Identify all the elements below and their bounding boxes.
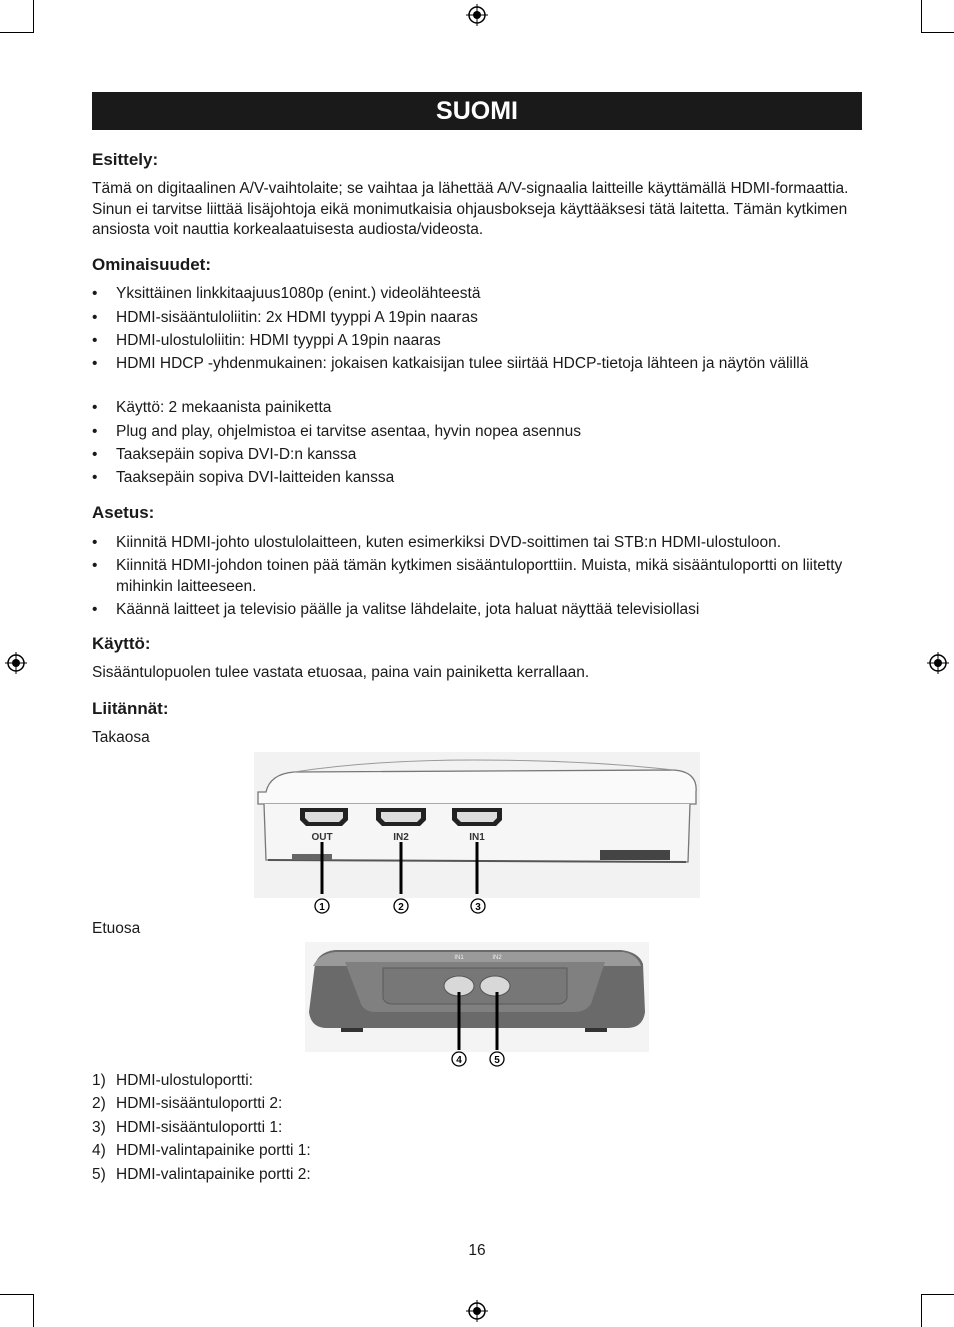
callout-5: 5 <box>494 1055 500 1066</box>
intro-heading: Esittely: <box>92 150 159 169</box>
crop-mark <box>921 1294 922 1327</box>
callout-2: 2 <box>398 902 404 913</box>
registration-mark-icon <box>466 4 488 26</box>
hdmi-port-in2 <box>376 808 426 826</box>
crop-mark <box>0 1294 33 1295</box>
front-port-label-in2: IN2 <box>492 955 502 961</box>
back-panel-illustration <box>254 752 700 918</box>
crop-mark <box>33 1294 34 1327</box>
hdmi-port-in1 <box>452 808 502 826</box>
registration-mark-icon <box>466 1300 488 1322</box>
callout-3: 3 <box>475 902 481 913</box>
hdmi-port-out <box>300 808 348 826</box>
registration-mark-icon <box>5 652 27 674</box>
back-label: Takaosa <box>92 729 150 746</box>
front-panel-illustration <box>305 942 649 1068</box>
usage-text: Sisääntulopuolen tulee vastata etuosaa, paina vain painiketta kerrallaan. <box>92 664 590 681</box>
intro-text: Tämä on digitaalinen A/V-vaihtolaite; se vaihtaa ja lähettää A/V-signaalia laitteille käyttämällä HDMI-formaattia. Sinun ei tarvitse liittää lisäjohtoja eikä monimutkaisia ohjausbokseja käyttääksesi tätä laitetta. Tämän kytkimen ansiosta voit nauttia korkealaatuisesta audiosta/videosta. <box>92 180 849 238</box>
usage-heading: Käyttö: <box>92 634 151 653</box>
language-banner: SUOMI <box>92 92 862 130</box>
connections-heading: Liitännät: <box>92 699 169 718</box>
crop-mark <box>33 0 34 33</box>
crop-mark <box>0 32 33 33</box>
callout-4: 4 <box>456 1055 462 1066</box>
crop-mark <box>921 1294 954 1295</box>
callout-1: 1 <box>319 902 325 913</box>
crop-mark <box>921 32 954 33</box>
crop-mark <box>921 0 922 33</box>
port-label-in1: IN1 <box>469 832 485 843</box>
select-button-2 <box>480 976 510 996</box>
front-label: Etuosa <box>92 920 141 937</box>
port-label-in2: IN2 <box>393 832 409 843</box>
page-number: 16 <box>468 1242 486 1259</box>
setup-heading: Asetus: <box>92 503 155 522</box>
front-port-label-in1: IN1 <box>454 955 464 961</box>
features-heading: Ominaisuudet: <box>92 255 212 274</box>
port-label-out: OUT <box>311 832 333 843</box>
registration-mark-icon <box>927 652 949 674</box>
